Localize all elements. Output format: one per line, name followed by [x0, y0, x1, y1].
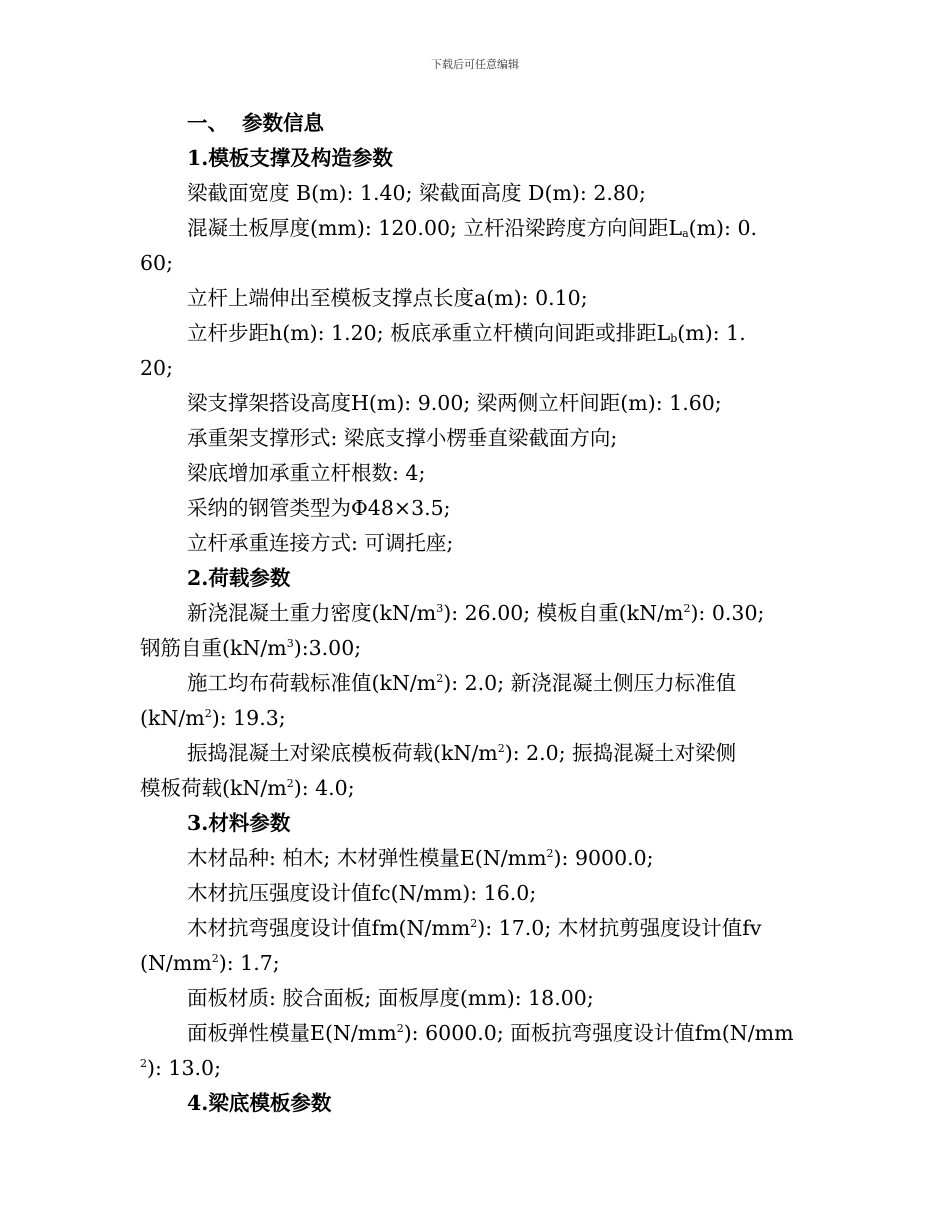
- page-header: 下载后可任意编辑: [431, 58, 519, 71]
- subsection-title-4: 4.梁底模板参数: [187, 1091, 332, 1115]
- param-line: 木材抗弯强度设计值$fm(N/mm^2)$: 17.0; 木材抗剪强度设计值fv: [187, 916, 762, 940]
- param-line: 新浇混凝土重力密度$(kN/m^3)$: 26.00; 模板自重$(kN/m^2)$: 0.30;: [187, 601, 765, 625]
- param-line: 面板材质: 胶合面板; 面板厚度(mm): 18.00;: [187, 986, 594, 1010]
- param-line: 混凝土板厚度(mm): 120.00; 立杆沿梁跨度方向间距$L_a(m)$: 0.: [187, 216, 758, 240]
- section-number: 一、: [187, 111, 228, 135]
- param-line: 木材抗压强度设计值fc(N/mm): 16.0;: [187, 881, 537, 905]
- param-line: 梁截面宽度 B(m): 1.40; 梁截面高度 D(m): 2.80;: [187, 181, 646, 205]
- param-line: 木材品种: 柏木; 木材弹性模量$E(N/mm^2)$: 9000.0;: [187, 846, 654, 870]
- section-title: 参数信息: [242, 111, 324, 135]
- param-line-cont: 20;: [140, 356, 173, 380]
- section-heading: [140, 106, 812, 141]
- param-line: 施工均布荷载标准值$(kN/m^2)$: 2.0; 新浇混凝土侧压力标准值: [187, 671, 737, 695]
- param-line: 梁底增加承重立杆根数: 4;: [187, 461, 426, 485]
- subsection-title-3: 3.材料参数: [187, 811, 291, 835]
- param-line: 梁支撑架搭设高度H(m): 9.00; 梁两侧立杆间距(m): 1.60;: [187, 391, 722, 415]
- param-line: 振捣混凝土对梁底模板荷载$(kN/m^2)$: 2.0; 振捣混凝土对梁侧: [187, 741, 737, 765]
- param-line: 采纳的钢管类型为Φ48×3.5;: [187, 496, 451, 520]
- param-line-cont: 钢筋自重$(kN/m^3):3.00$;: [140, 636, 362, 660]
- param-line: 承重架支撑形式: 梁底支撑小楞垂直梁截面方向;: [187, 426, 618, 450]
- param-line-cont: $(N/mm^2)$: 1.7;: [140, 951, 280, 975]
- subsection-title-1: 1.模板支撑及构造参数: [187, 146, 393, 170]
- param-line: 立杆承重连接方式: 可调托座;: [187, 531, 454, 555]
- param-line: 面板弹性模量$E(N/mm^2)$: 6000.0; 面板抗弯强度设计值fm(N/mm: [187, 1021, 794, 1045]
- document-body: [140, 106, 812, 1121]
- param-line: 立杆步距h(m): 1.20; 板底承重立杆横向间距或排距$L_b(m)$: 1.: [187, 321, 746, 345]
- param-line-cont: $(kN/m^2)$: 19.3;: [140, 706, 286, 730]
- param-line-cont: 模板荷载$(kN/m^2)$: 4.0;: [140, 776, 355, 800]
- param-line-cont: $^2$): 13.0;: [140, 1056, 221, 1080]
- subsection-title-2: 2.荷载参数: [187, 566, 291, 590]
- param-line-cont: 60;: [140, 251, 173, 275]
- param-line: 立杆上端伸出至模板支撑点长度a(m): 0.10;: [187, 286, 588, 310]
